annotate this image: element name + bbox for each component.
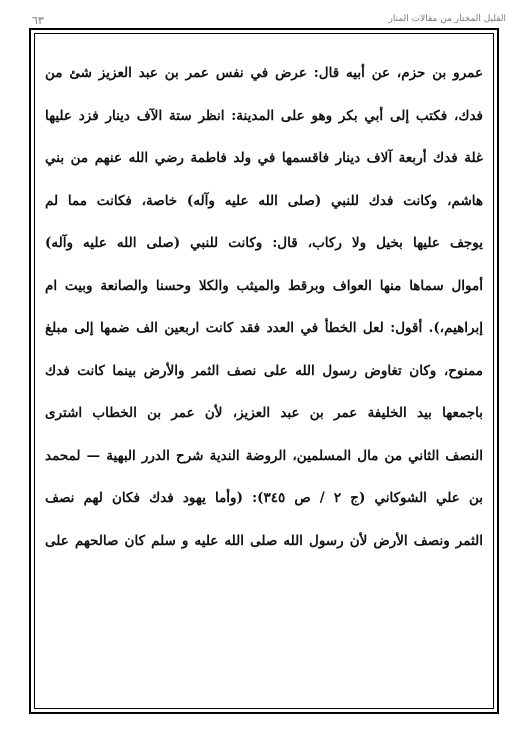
body-text bbox=[45, 63, 483, 573]
text-line: أموال سماها منها العواف وبرقط والميثب والكلا وحسنا والصانعة وبيت ام bbox=[45, 277, 483, 294]
text-line: الثمر ونصف الأرض لأن رسول الله صلى الله عليه و سلم كان صالحهم على bbox=[45, 532, 483, 549]
running-header bbox=[20, 12, 506, 28]
text-line: عمرو بن حزم، عن أبيه قال: عرض في نفس عمر بن عبد العزيز شئ من bbox=[45, 65, 483, 81]
running-header-title: القليل المختار من مقالات المنار bbox=[388, 14, 506, 24]
text-line: يوجف عليها بخيل ولا ركاب، قال: وكانت للنبي (صلى الله عليه وآله) bbox=[45, 235, 483, 251]
text-line: إبراهيم،). أقول: لعل الخطأ في العدد فقد كانت اربعين الف ضمها إلى مبلغ bbox=[45, 320, 483, 336]
text-line: غلة فدك أربعة آلاف دينار فاقسمها في ولد فاطمة رضي الله عنهم من بني bbox=[45, 150, 483, 166]
text-line: هاشم، وكانت فدك للنبي (صلى الله عليه وآله) خاصة، فكانت مما لم bbox=[45, 192, 483, 209]
text-line: باجمعها بيد الخليفة عمر بن عبد العزيز، لأن عمر بن الخطاب اشترى bbox=[45, 405, 483, 421]
text-line: فدك، فكتب إلى أبي بكر وهو على المدينة: انظر ستة الآف دينار فزد عليها bbox=[45, 107, 483, 124]
text-line: ممنوح، وكان تغاوض رسول الله على نصف الثمر والأرض بينما كانت فدك bbox=[45, 362, 483, 379]
page-number: ٦٣ bbox=[32, 14, 44, 27]
text-line: النصف الثاني من مال المسلمين، الروضة الندية شرح الدرر البهية — لمحمد bbox=[45, 447, 483, 464]
page-frame bbox=[29, 28, 499, 714]
text-line: بن علي الشوكاني (ج ٢ / ص ٣٤٥): (وأما يهود فدك فكان لهم نصف bbox=[45, 490, 483, 506]
